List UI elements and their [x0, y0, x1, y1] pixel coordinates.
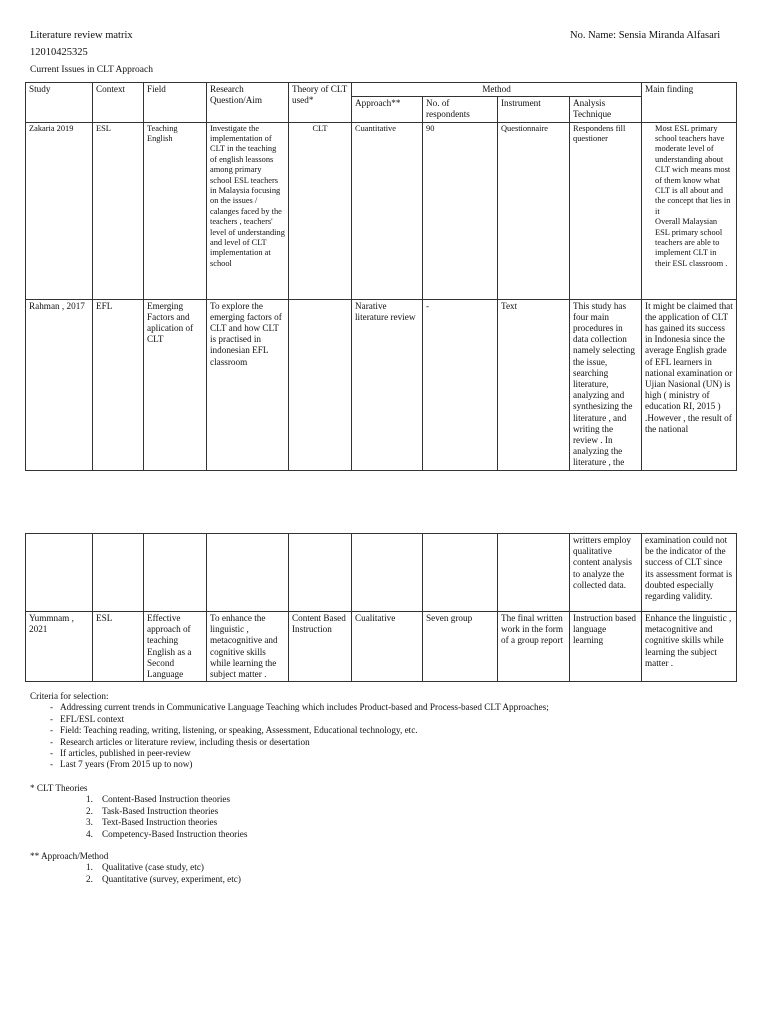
cell-theory [289, 299, 352, 470]
cell-approach: Cualitative [352, 612, 423, 682]
header-approach: Approach** [352, 97, 423, 122]
cell-empty [423, 534, 498, 612]
list-item: - Field: Teaching reading, writing, listening, or speaking, Assessment, Educational technology, etc. [30, 725, 750, 736]
matrix-table-part1 [25, 82, 737, 471]
cell-theory: Content Based Instruction [289, 612, 352, 682]
cell-empty [93, 534, 144, 612]
clt-theories-list [30, 794, 750, 840]
cell-analysis: Respondens fill questioner [570, 122, 642, 299]
cell-respondents: Seven group [423, 612, 498, 682]
header-context: Context [93, 83, 144, 123]
criteria-list [30, 702, 750, 770]
list-item: 3. Text-Based Instruction theories [86, 817, 218, 828]
cell-study: Rahman , 2017 [26, 299, 93, 470]
finding-point: Most ESL primary school teachers have moderate level of understanding about CLT wich means most of them know what CLT is all about and the concept that lies in it [655, 123, 731, 216]
list-item: - Last 7 years (From 2015 up to now) [30, 759, 750, 770]
cell-instrument: Text [498, 299, 570, 470]
header-analysis: Analysis Technique [570, 97, 642, 122]
cell-research: To explore the emerging factors of CLT and how CLT is practised in indonesian EFL classroom [207, 299, 289, 470]
cell-approach: Narative literature review [352, 299, 423, 470]
table-row-continued [26, 534, 737, 612]
cell-finding: examination could not be the indicator of the success of CLT since its assessment format is doubted especially regarding validity. [642, 534, 737, 612]
cell-empty [352, 534, 423, 612]
student-id: 12010425325 [30, 47, 88, 58]
criteria-section [30, 691, 750, 771]
cell-instrument: Questionnaire [498, 122, 570, 299]
cell-field: Effective approach of teaching English as a Second Language [144, 612, 207, 682]
cell-study: Zakaria 2019 [26, 122, 93, 299]
table-row [26, 612, 737, 682]
list-item: - Addressing current trends in Communicative Language Teaching which includes Product-based and Process-based CLT Approaches; [30, 702, 750, 713]
header-method: Method [352, 83, 642, 97]
cell-study: Yummnam , 2021 [26, 612, 93, 682]
header-research: Research Question/Aim [207, 83, 289, 123]
cell-empty [26, 534, 93, 612]
cell-finding [642, 122, 737, 299]
cell-respondents: - [423, 299, 498, 470]
list-item: 2. Task-Based Instruction theories [86, 805, 219, 816]
header-study: Study [26, 83, 93, 123]
criteria-title: Criteria for selection: [30, 691, 109, 701]
cell-finding: Enhance the linguistic , metacognitive and cognitive skills while learning the subject matter . [642, 612, 737, 682]
cell-instrument: The final written work in the form of a group report [498, 612, 570, 682]
finding-point: Overall Malaysian ESL primary school teachers are able to implement CLT in their ESL classroom . [655, 217, 728, 268]
list-item: - If articles, published in peer-review [30, 748, 750, 759]
document-title: Literature review matrix [30, 30, 133, 41]
cell-field: Emerging Factors and aplication of CLT [144, 299, 207, 470]
table-row [26, 122, 737, 299]
cell-empty [498, 534, 570, 612]
cell-analysis: writters employ qualitative content analysis to analyze the collected data. [570, 534, 642, 612]
header-respondents: No. of respondents [423, 97, 498, 122]
cell-respondents: 90 [423, 122, 498, 299]
header-finding: Main finding [642, 83, 737, 123]
student-name: No. Name: Sensia Miranda Alfasari [570, 30, 721, 41]
cell-approach: Cuantitative [352, 122, 423, 299]
cell-field: Teaching English [144, 122, 207, 299]
table-header-row [26, 83, 737, 97]
cell-empty [207, 534, 289, 612]
list-item: - EFL/ESL context [30, 714, 750, 725]
matrix-table-part2 [25, 533, 737, 682]
approach-method-list [30, 862, 750, 885]
header-instrument: Instrument [498, 97, 570, 122]
clt-theories-section [30, 783, 750, 840]
list-item: 2. Quantitative (survey, experiment, etc) [86, 873, 241, 884]
cell-empty [289, 534, 352, 612]
cell-context: EFL [93, 299, 144, 470]
cell-context: ESL [93, 612, 144, 682]
cell-context: ESL [93, 122, 144, 299]
cell-analysis: Instruction based language learning [570, 612, 642, 682]
approach-method-title: ** Approach/Method [30, 851, 109, 861]
table-row [26, 299, 737, 470]
clt-theories-title: * CLT Theories [30, 783, 88, 793]
header-field: Field [144, 83, 207, 123]
document-subtitle: Current Issues in CLT Approach [30, 65, 153, 75]
cell-theory: CLT [289, 122, 352, 299]
list-item: 4. Competency-Based Instruction theories [86, 828, 248, 839]
approach-method-section [30, 851, 750, 885]
header-theory: Theory of CLT used* [289, 83, 352, 123]
list-item: 1. Qualitative (case study, etc) [86, 862, 204, 873]
list-item: - Research articles or literature review, including thesis or desertation [30, 737, 750, 748]
cell-empty [144, 534, 207, 612]
cell-research: To enhance the linguistic , metacognitive and cognitive skills while learning the subject matter . [207, 612, 289, 682]
list-item: 1. Content-Based Instruction theories [86, 794, 231, 805]
cell-finding: It might be claimed that the application of CLT has gained its success in Indonesia since the average English grade of EFL learners in national examination or Ujian Nasional (UN) is high ( ministry of education RI, 2015 ) .However , the result of the national [642, 299, 737, 470]
cell-analysis: This study has four main procedures in data collection namely selecting the issue, searching literature, analyzing and synthesizing the literature , and writing the review . In analyzing the literature , the [570, 299, 642, 470]
cell-research: Investigate the implementation of CLT in the teaching of english leassons among primary school ESL teachers in Malaysia focusing on the issues / calanges faced by the teachers , teachers' level of understanding and level of CLT implementation at school [207, 122, 289, 299]
